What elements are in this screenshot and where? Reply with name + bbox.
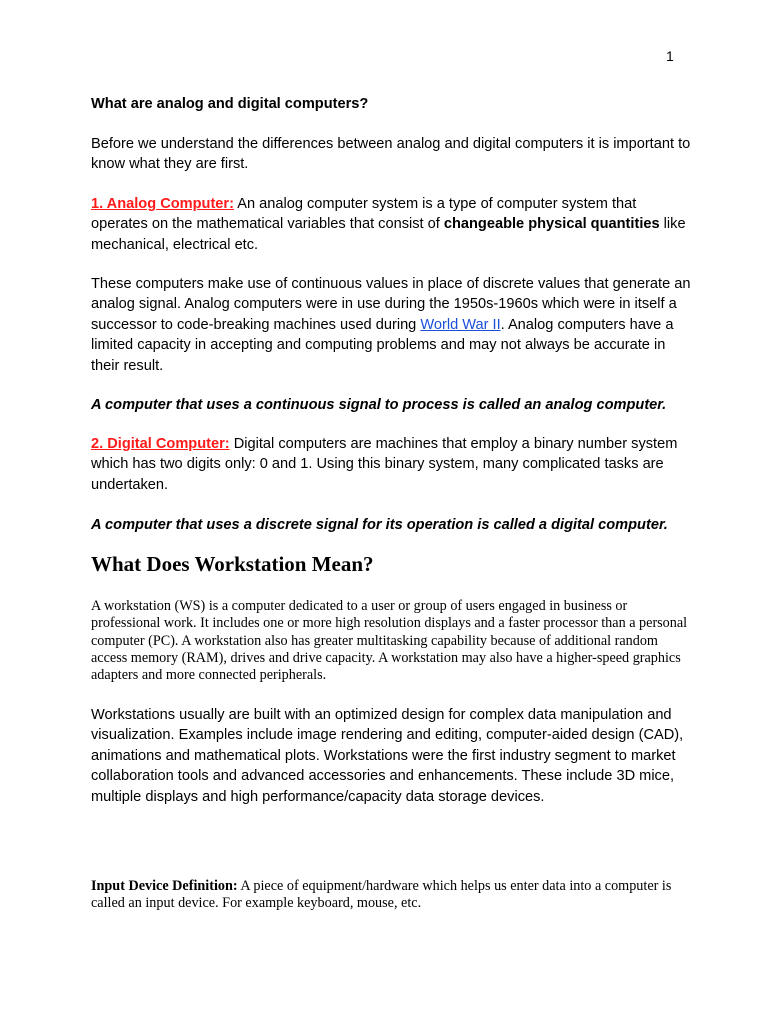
question-heading: What are analog and digital computers? bbox=[91, 96, 369, 112]
digital-computer-paragraph bbox=[91, 434, 691, 495]
analog-detail-before: These computers make use of continuous values in place of discrete values that generate an analog signal. Analog computers were in use during the 1950s-1960s which were in itself a successor to code-breaking machines used during bbox=[91, 276, 691, 333]
analog-computer-term: 1. Analog Computer: bbox=[91, 196, 234, 212]
analog-computer-paragraph bbox=[91, 194, 691, 255]
workstation-heading: What Does Workstation Mean? bbox=[91, 552, 374, 576]
digital-text: Digital computers are machines that employ a binary number system which has two digits only: 0 and 1. Using this binary system, many complicated tasks are undertaken. bbox=[91, 436, 678, 493]
digital-definition: A computer that uses a discrete signal for its operation is called a digital computer. bbox=[91, 517, 668, 533]
workstation-paragraph-2: Workstations usually are built with an optimized design for complex data manipulation and visualization. Examples include image rendering and editing, computer-aided design (CAD), animations and mathematical plots. Workstations were the first industry segment to market collaboration tools and advanced accessories and enhancements. These include 3D mice, multiple displays and high performance/capacity data storage devices. bbox=[91, 707, 684, 805]
world-war-ii-link[interactable]: World War II bbox=[420, 316, 501, 333]
input-device-text: A piece of equipment/hardware which helps us enter data into a computer is called an input device. For example keyboard, mouse, etc. bbox=[91, 878, 672, 912]
input-device-paragraph bbox=[91, 878, 691, 913]
analog-text-before: An analog computer system is a type of computer system that operates on the mathematical variables that consist of bbox=[91, 196, 637, 233]
digital-computer-term: 2. Digital Computer: bbox=[91, 436, 230, 452]
analog-detail-after: . Analog computers have a limited capacity in accepting and computing problems and may not always be accurate in their result. bbox=[91, 316, 674, 374]
analog-detail-paragraph bbox=[91, 274, 691, 376]
analog-text-after: like mechanical, electrical etc. bbox=[91, 216, 686, 253]
workstation-paragraph-1: A workstation (WS) is a computer dedicated to a user or group of users engaged in business or professional work. It includes one or more high resolution displays and a faster processor than a personal computer (PC). A workstation also has greater multitasking capability because of additional random access memory (RAM), drives and drive capacity. A workstation may also have a higher-speed graphics adapters and more connected peripherals. bbox=[91, 598, 688, 684]
analog-bold-phrase: changeable physical quantities bbox=[443, 216, 660, 233]
page-number: 1 bbox=[666, 48, 674, 64]
intro-paragraph: Before we understand the differences between analog and digital computers it is important to know what they are first. bbox=[91, 136, 691, 173]
input-device-term: Input Device Definition: bbox=[91, 878, 238, 894]
analog-definition: A computer that uses a continuous signal to process is called an analog computer. bbox=[91, 397, 667, 413]
